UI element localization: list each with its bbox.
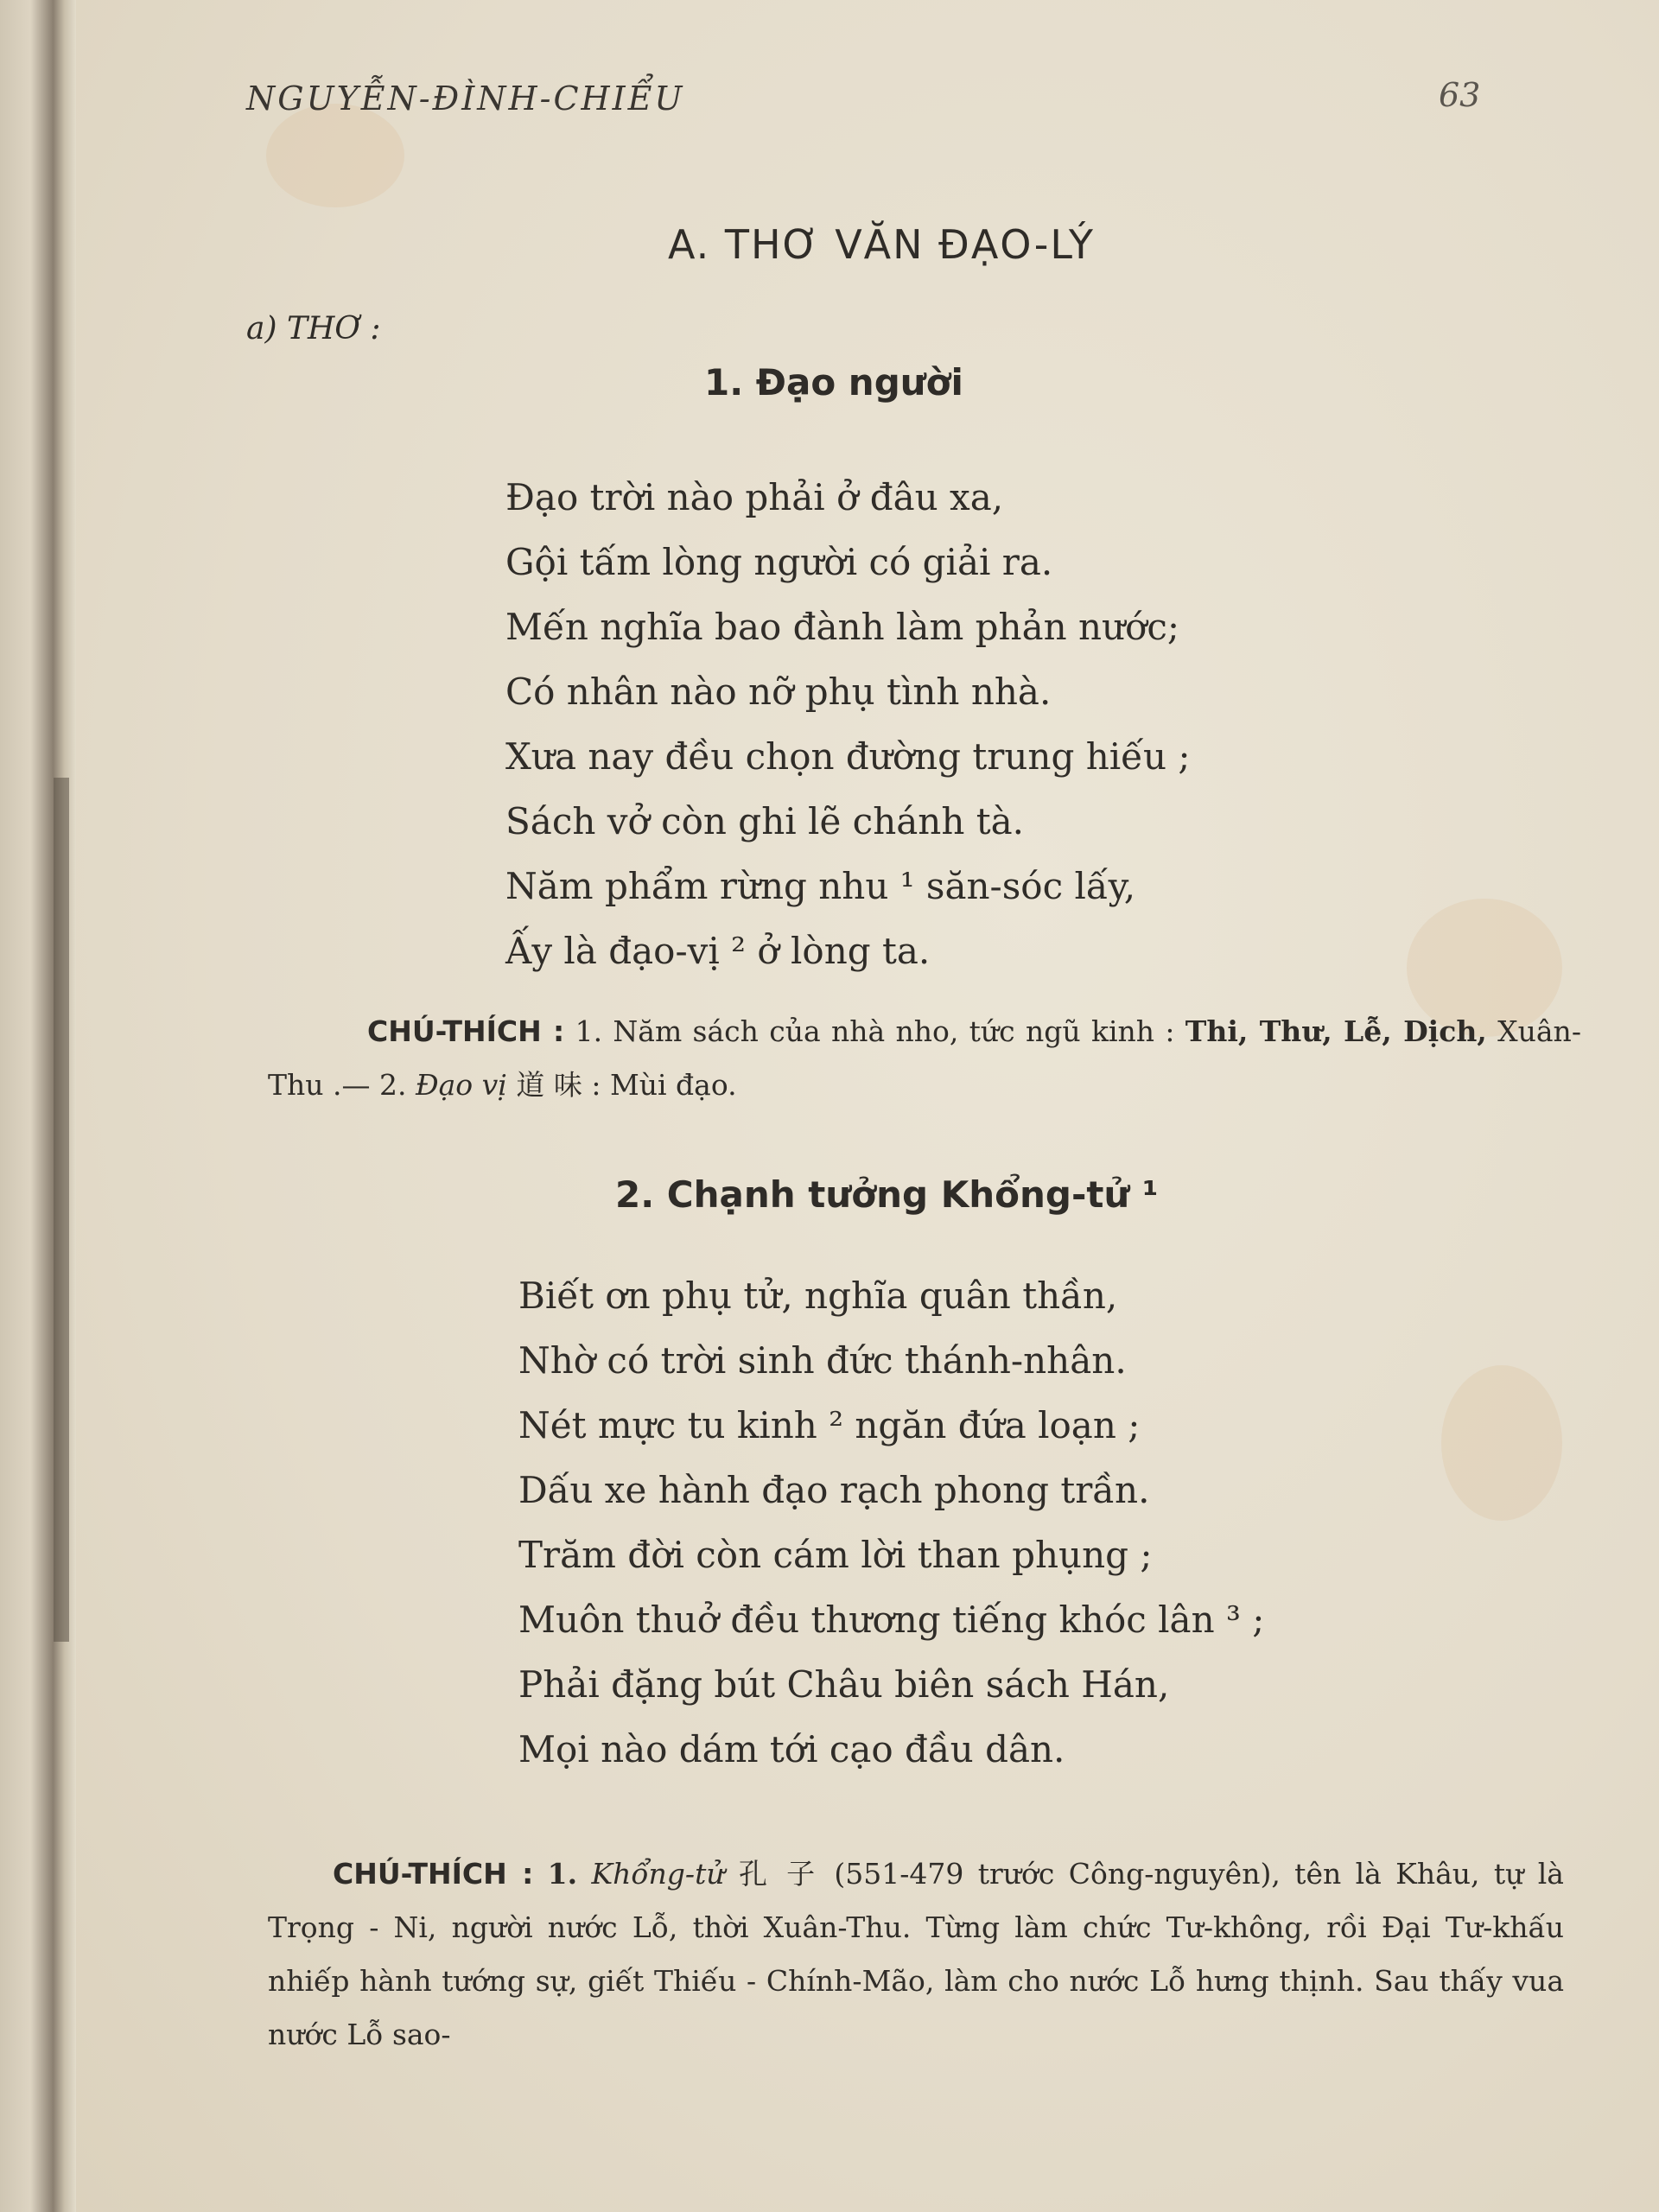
poem-line: Sách vở còn ghi lẽ chánh tà.: [505, 800, 1024, 842]
poem-line: Có nhân nào nỡ phụ tình nhà.: [505, 671, 1052, 713]
poem-line: Biết ơn phụ tử, nghĩa quân thần,: [518, 1274, 1118, 1317]
footnote-text: : Mùi đạo.: [591, 1068, 737, 1102]
running-head: NGUYỄN-ĐÌNH-CHIỂU: [246, 79, 685, 118]
footnote-text: 1. Năm sách của nhà nho, tức ngũ kinh :: [575, 1014, 1175, 1048]
poem-line: Mến nghĩa bao đành làm phản nước;: [505, 606, 1180, 648]
footnote-label: CHÚ-THÍCH :: [367, 1014, 565, 1048]
poem-line: Gội tấm lòng người có giải ra.: [505, 541, 1053, 583]
poem-stanza: [505, 465, 1191, 983]
paper-stain: [266, 104, 404, 207]
poem-title: 1. Đạo người: [704, 361, 963, 404]
poem-title: 2. Chạnh tưởng Khổng-tử ¹: [615, 1173, 1159, 1216]
poem-line: Nét mực tu kinh ² ngăn đứa loạn ;: [518, 1404, 1141, 1446]
poem-line: Nhờ có trời sinh đức thánh-nhân.: [518, 1339, 1127, 1382]
footnote-term: Khổng-tử: [591, 1857, 725, 1891]
footnote: [268, 1005, 1581, 1112]
binding-shadow: [54, 778, 69, 1642]
footnote-number: 1.: [547, 1857, 578, 1891]
footnote: [268, 1847, 1564, 2062]
page-number: 63: [1439, 76, 1481, 114]
poem-stanza: [518, 1263, 1264, 1782]
poem-line: Dấu xe hành đạo rạch phong trần.: [518, 1469, 1150, 1511]
footnote-text: Thi, Thư, Lễ, Dịch,: [1185, 1014, 1487, 1048]
subsection-label: a) THƠ :: [246, 311, 381, 346]
section-title: A. THƠ VĂN ĐẠO-LÝ: [668, 221, 1095, 268]
poem-line: Phải đặng bút Châu biên sách Hán,: [518, 1663, 1170, 1706]
footnote-text: Xuân-Thu .— 2.: [268, 1014, 1581, 1102]
chinese-characters: 道 味: [516, 1068, 582, 1102]
footnote-text: (551-479 trước Công-nguyên), tên là Khâu, tự là Trọng - Ni, người nước Lỗ, thời Xuân-Thu. Từng làm chức Tư-không, rồi Đại Tư-khấu nhiếp hành tướng sự, giết Thiếu - Chính-Mão, làm cho nước Lỗ hưng thịnh. Sau thấy vua nước Lỗ sao-: [268, 1857, 1564, 2051]
chinese-characters: 孔 子: [738, 1857, 821, 1891]
paper-stain: [1441, 1365, 1562, 1521]
poem-line: Trăm đời còn cám lời than phụng ;: [518, 1534, 1153, 1576]
poem-line: Năm phẩm rừng nhu ¹ săn-sóc lấy,: [505, 865, 1136, 907]
poem-line: Xưa nay đều chọn đường trung hiếu ;: [505, 735, 1191, 778]
footnote-label: CHÚ-THÍCH :: [333, 1857, 534, 1891]
poem-line: Đạo trời nào phải ở đâu xa,: [505, 476, 1004, 518]
footnote-term: Đạo vị: [415, 1068, 507, 1102]
poem-line: Mọi nào dám tới cạo đầu dân.: [518, 1728, 1065, 1770]
poem-line: Ấy là đạo-vị ² ở lòng ta.: [505, 930, 931, 972]
poem-line: Muôn thuở đều thương tiếng khóc lân ³ ;: [518, 1599, 1265, 1641]
